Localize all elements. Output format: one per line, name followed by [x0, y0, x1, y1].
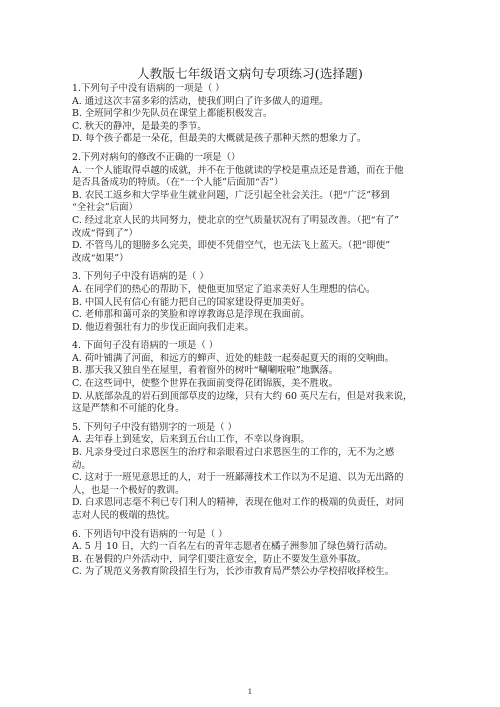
question-line: B. 在暑假的户外活动中，同学们要注意安全，防止不要发生意外事故。	[72, 553, 367, 565]
question-list	[72, 83, 432, 585]
question-line: B. 那天我又独自坐在屋里，看着窗外的树叶“唰唰啦啦”地飘落。	[72, 365, 339, 377]
question-stem: 6. 下列语句中没有语病的一句是（ ）	[72, 528, 228, 540]
question-2	[72, 152, 432, 265]
question-line: C. 老师那和蔼可亲的笑脸和谆谆教诲总是浮现在我面前。	[72, 309, 310, 321]
question-line: A. 荷叶铺满了河面，和远方的蝉声、近处的蛙鼓一起奏起夏天的雨的交响曲。	[72, 352, 395, 364]
question-line: 人，也是一个极好的教训。	[72, 484, 185, 496]
question-line: C. 为了规范义务教育阶段招生行为，长沙市教育局严禁公办学校招收择校生。	[72, 566, 395, 578]
question-stem: 5. 下列句子中没有错别字的一项是（ ）	[72, 421, 237, 433]
question-stem: 3. 下列句子中没有语病的是（ ）	[72, 271, 209, 283]
question-line: “全社会”后面）	[72, 202, 138, 214]
question-line: C. 秋天的静冲，是最美的季节。	[72, 120, 207, 132]
question-stem: 4. 下面句子没有语病的一项是（ ）	[72, 340, 219, 352]
question-line: A. 一个人能取得卓越的成就，并不在于他就读的学校是重点还是普通，而在于他	[72, 164, 404, 176]
question-line: B. 中国人民有信心有能力把自己的国家建设得更加美好。	[72, 296, 310, 308]
question-stem: 2.下列对病句的修改不正确的一项是（）	[72, 151, 241, 163]
page-number: 1	[247, 688, 253, 696]
question-4	[72, 340, 432, 416]
question-line: D. 每个孩子都是一朵花，但最美的大概就是孩子那种天然的想象力了。	[72, 133, 367, 145]
question-line: B. 凡亲身受过白求恩医生的治疗和亲眼看过白求恩医生的工作的，无不为之感	[72, 447, 395, 459]
question-line: A. 去年春上到延安，后来到五台山工作，不幸以身询职。	[72, 434, 310, 446]
question-line: D. 不管鸟儿的翅膀多么完美，即使不凭借空气，也无法飞上蓝天。（把“即使”	[72, 240, 391, 252]
question-line: D. 白求恩同志毫不利已专门利人的精神，表现在他对工作的极端的负责任，对同	[72, 497, 404, 509]
question-line: C. 在这些词中，使整个世界在我面前变得花团锦簇，美不胜收。	[72, 378, 338, 390]
question-line: B. 全班同学和少先队员在课堂上都能积极发言。	[72, 108, 273, 120]
question-3	[72, 271, 432, 334]
question-line: 改成“得到了”）	[72, 227, 138, 239]
question-stem: 1.下列句子中没有语病的一项是（ ）	[72, 83, 225, 94]
question-5	[72, 422, 432, 523]
question-line: A. 5 月 10 日，大约一百名左右的青年志愿者在橘子洲参加了绿色骑行活动。	[72, 541, 393, 553]
question-line: A. 在同学们的热心的帮助下，使他更加坚定了追求美好人生理想的信心。	[72, 283, 376, 295]
page-title: 人教版七年级语文病句专项练习(选择题)	[136, 66, 364, 81]
question-line: C. 经过北京人民的共同努力，使北京的空气质量状况有了明显改善。（把“有了”	[72, 214, 400, 226]
question-line: 这是严禁和不可能的化身。	[72, 403, 185, 415]
question-line: C. 这对于一班见意思迁的人，对于一班鄙薄技术工作以为不足道、以为无出路的	[72, 472, 404, 484]
question-line: 是否具备成功的特质。（在“一个人能”后面加“否”）	[72, 177, 284, 189]
question-6	[72, 529, 432, 579]
question-line: 志对人民的极端的热忱。	[72, 510, 176, 521]
question-line: 改成“如果”）	[72, 252, 129, 264]
question-line: B. 农民工返乡和大学毕业生就业问题，广泛引起全社会关注。（把“广泛”移到	[72, 189, 390, 201]
question-line: D. 从底部杂乱的岩石到顶部草皮的边缘，只有大约 60 英尺左右，但是对我来说，	[72, 390, 413, 402]
question-line: D. 他迈着强壮有力的步伐正面向我们走来。	[72, 321, 254, 333]
question-1	[72, 83, 432, 146]
question-line: A. 通过这次丰富多彩的活动，使我们明白了许多做人的道理。	[72, 95, 329, 107]
question-line: 动。	[72, 459, 91, 471]
